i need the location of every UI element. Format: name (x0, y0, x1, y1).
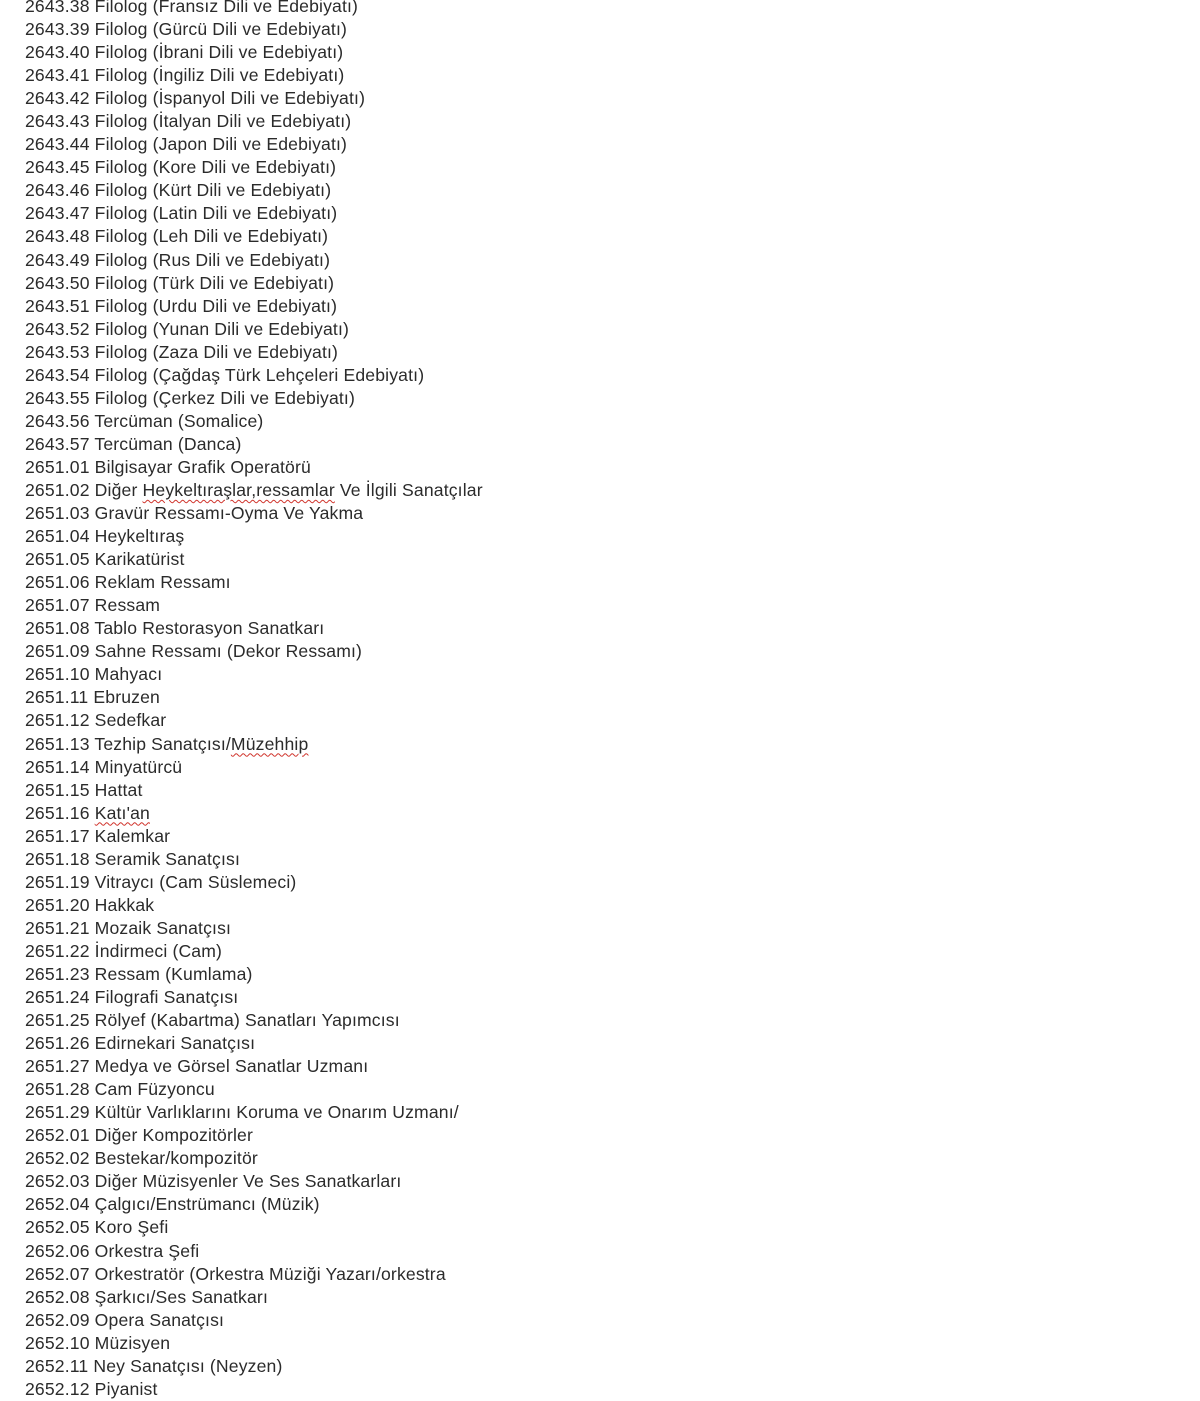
list-item-text: 2651.16 (25, 802, 95, 823)
list-item (25, 1170, 483, 1193)
list-item (25, 756, 483, 779)
list-item (25, 249, 483, 272)
list-item (25, 179, 483, 202)
list-item-text: 2651.08 Tablo Restorasyon Sanatkarı (25, 618, 325, 639)
list-item-text: 2651.22 İndirmeci (Cam) (25, 940, 223, 961)
list-item-text: 2643.55 Filolog (Çerkez Dili ve Edebiyatı) (25, 387, 355, 408)
list-item-text: 2643.45 Filolog (Kore Dili ve Edebiyatı) (25, 157, 337, 178)
list-item-text: 2652.03 Diğer Müzisyenler Ve Ses Sanatkarları (25, 1171, 402, 1192)
list-item-text: 2651.13 Tezhip Sanatçısı/ (25, 733, 231, 754)
list-item (25, 917, 483, 940)
list-item-text: 2651.21 Mozaik Sanatçısı (25, 917, 232, 938)
list-item (25, 272, 483, 295)
list-item (25, 1378, 483, 1401)
list-item-text: 2643.47 Filolog (Latin Dili ve Edebiyatı) (25, 203, 338, 224)
list-item-text: 2651.05 Karikatürist (25, 549, 185, 570)
list-item-text: 2643.48 Filolog (Leh Dili ve Edebiyatı) (25, 226, 329, 247)
list-item-text: 2652.12 Piyanist (25, 1378, 158, 1399)
list-item (25, 18, 483, 41)
list-item (25, 410, 483, 433)
list-item-text: 2651.06 Reklam Ressamı (25, 572, 231, 593)
list-item-text: 2643.43 Filolog (İtalyan Dili ve Edebiyatı) (25, 111, 352, 132)
list-item (25, 133, 483, 156)
list-item (25, 1286, 483, 1309)
list-item-text: 2651.14 Minyatürcü (25, 756, 183, 777)
list-item-text: 2652.11 Ney Sanatçısı (Neyzen) (25, 1355, 283, 1376)
list-item (25, 940, 483, 963)
list-item-text: 2643.51 Filolog (Urdu Dili ve Edebiyatı) (25, 295, 338, 316)
list-item (25, 202, 483, 225)
list-item (25, 663, 483, 686)
list-item (25, 848, 483, 871)
list-item (25, 479, 483, 502)
list-item (25, 433, 483, 456)
list-item (25, 571, 483, 594)
list-item-text: 2651.19 Vitraycı (Cam Süslemeci) (25, 871, 297, 892)
list-item (25, 364, 483, 387)
list-item (25, 594, 483, 617)
list-item (25, 1101, 483, 1124)
list-item (25, 225, 483, 248)
list-item-text: 2651.04 Heykeltıraş (25, 526, 185, 547)
list-item-text: 2643.38 Filolog (Fransız Dili ve Edebiyatı) (25, 0, 359, 16)
list-item (25, 733, 483, 756)
list-item-text: 2651.15 Hattat (25, 779, 143, 800)
list-item (25, 64, 483, 87)
list-item-text: 2643.40 Filolog (İbrani Dili ve Edebiyatı) (25, 42, 344, 63)
spellcheck-flagged-word[interactable]: Heykeltıraşlar,ressamlar (142, 479, 335, 500)
list-item-text: 2651.11 Ebruzen (25, 687, 160, 708)
list-item-text: 2643.56 Tercüman (Somalice) (25, 410, 264, 431)
list-item-text: 2643.57 Tercüman (Danca) (25, 433, 242, 454)
list-item (25, 156, 483, 179)
list-item (25, 640, 483, 663)
list-item (25, 1078, 483, 1101)
list-item-text: 2652.04 Çalgıcı/Enstrümancı (Müzik) (25, 1194, 320, 1215)
list-item (25, 1332, 483, 1355)
list-item (25, 802, 483, 825)
list-item-text: 2651.12 Sedefkar (25, 710, 167, 731)
list-item (25, 295, 483, 318)
list-item (25, 617, 483, 640)
list-item-text: 2651.01 Bilgisayar Grafik Operatörü (25, 456, 311, 477)
list-item-text: 2652.10 Müzisyen (25, 1332, 171, 1353)
list-item-text: 2643.53 Filolog (Zaza Dili ve Edebiyatı) (25, 341, 339, 362)
list-item-text: 2643.42 Filolog (İspanyol Dili ve Edebiyatı) (25, 88, 366, 109)
list-item (25, 1309, 483, 1332)
list-item-text: 2643.44 Filolog (Japon Dili ve Edebiyatı) (25, 134, 348, 155)
list-item-text: 2651.23 Ressam (Kumlama) (25, 963, 253, 984)
list-item (25, 1147, 483, 1170)
list-item (25, 894, 483, 917)
list-item (25, 110, 483, 133)
list-item (25, 825, 483, 848)
list-item-text: 2652.07 Orkestratör (Orkestra Müziği Yazarı/orkestra (25, 1263, 446, 1284)
list-item-text: 2643.41 Filolog (İngiliz Dili ve Edebiyatı) (25, 65, 345, 86)
list-item-text: 2652.05 Koro Şefi (25, 1217, 169, 1238)
list-item (25, 709, 483, 732)
list-item-text: 2651.24 Filografi Sanatçısı (25, 987, 239, 1008)
list-item (25, 963, 483, 986)
list-item-text: 2651.26 Edirnekari Sanatçısı (25, 1033, 256, 1054)
list-item-text: 2652.08 Şarkıcı/Ses Sanatkarı (25, 1286, 268, 1307)
list-item-text: 2652.01 Diğer Kompozitörler (25, 1125, 254, 1146)
list-item (25, 1193, 483, 1216)
list-item-text: 2651.03 Gravür Ressamı-Oyma Ve Yakma (25, 503, 364, 524)
list-item-text: 2643.54 Filolog (Çağdaş Türk Lehçeleri Edebiyatı) (25, 364, 425, 385)
list-item-text: Ve İlgili Sanatçılar (334, 479, 483, 500)
list-item-text: 2651.07 Ressam (25, 595, 161, 616)
list-item-text: 2651.18 Seramik Sanatçısı (25, 848, 240, 869)
list-item-text: 2651.02 Diğer (25, 479, 143, 500)
list-item-text: 2652.02 Bestekar/kompozitör (25, 1148, 258, 1169)
list-item (25, 341, 483, 364)
list-item-text: 2643.50 Filolog (Türk Dili ve Edebiyatı) (25, 272, 335, 293)
list-item (25, 1124, 483, 1147)
list-item (25, 779, 483, 802)
list-item (25, 1216, 483, 1239)
list-item-text: 2643.46 Filolog (Kürt Dili ve Edebiyatı) (25, 180, 332, 201)
list-item-text: 2643.49 Filolog (Rus Dili ve Edebiyatı) (25, 249, 331, 270)
list-item-text: 2651.09 Sahne Ressamı (Dekor Ressamı) (25, 641, 363, 662)
list-item (25, 871, 483, 894)
list-item-text: 2652.06 Orkestra Şefi (25, 1240, 200, 1261)
list-item (25, 387, 483, 410)
list-item (25, 0, 483, 18)
list-item-text: 2643.39 Filolog (Gürcü Dili ve Edebiyatı) (25, 19, 348, 40)
list-item (25, 686, 483, 709)
list-item (25, 1240, 483, 1263)
list-item (25, 502, 483, 525)
list-item-text: 2651.27 Medya ve Görsel Sanatlar Uzmanı (25, 1056, 369, 1077)
list-item-text: 2651.10 Mahyacı (25, 664, 163, 685)
list-item (25, 318, 483, 341)
list-item (25, 1355, 483, 1378)
list-item (25, 1009, 483, 1032)
list-item-text: 2651.29 Kültür Varlıklarını Koruma ve Onarım Uzmanı/ (25, 1102, 459, 1123)
list-item (25, 1032, 483, 1055)
list-item-text: 2652.09 Opera Sanatçısı (25, 1309, 225, 1330)
list-item (25, 41, 483, 64)
list-item (25, 456, 483, 479)
list-item (25, 548, 483, 571)
list-item-text: 2651.17 Kalemkar (25, 825, 171, 846)
spellcheck-flagged-word[interactable]: Katı'an (94, 802, 150, 823)
occupation-code-list (25, 0, 483, 1401)
list-item-text: 2651.28 Cam Füzyoncu (25, 1079, 215, 1100)
list-item (25, 1055, 483, 1078)
list-item-text: 2643.52 Filolog (Yunan Dili ve Edebiyatı) (25, 318, 350, 339)
list-item (25, 1263, 483, 1286)
list-item (25, 87, 483, 110)
list-item-text: 2651.25 Rölyef (Kabartma) Sanatları Yapımcısı (25, 1010, 400, 1031)
list-item (25, 525, 483, 548)
spellcheck-flagged-word[interactable]: Müzehhip (230, 733, 309, 754)
list-item-text: 2651.20 Hakkak (25, 894, 155, 915)
list-item (25, 986, 483, 1009)
